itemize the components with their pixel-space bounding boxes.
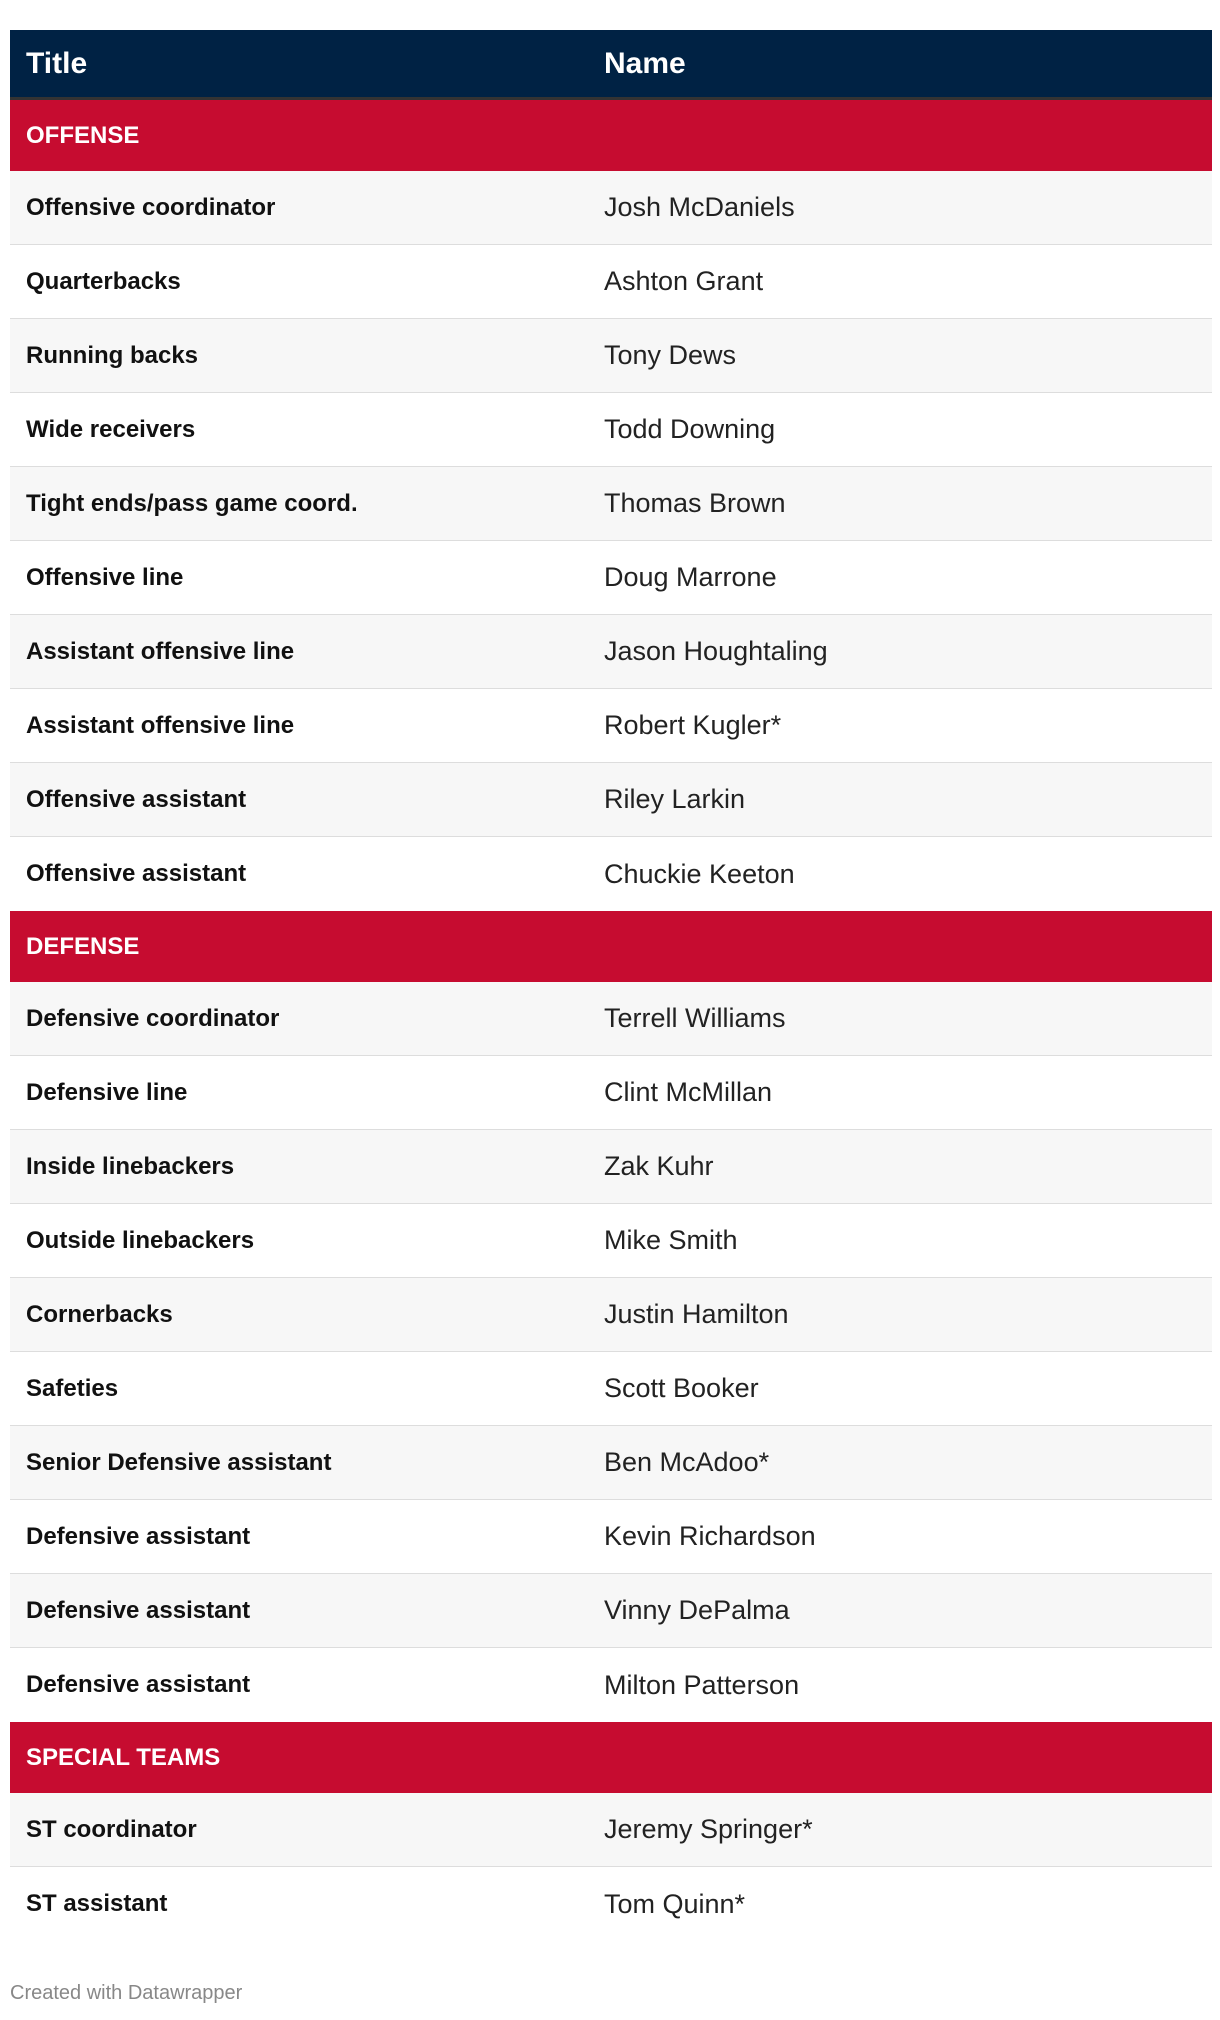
- coaching-staff-table: [10, 30, 1212, 1941]
- cell-name: Milton Patterson: [604, 1669, 800, 1700]
- cell-name: Ben McAdoo*: [604, 1447, 770, 1477]
- cell-name: Clint McMillan: [604, 1077, 773, 1107]
- table-row: [10, 1574, 1212, 1648]
- cell-title: Cornerbacks: [26, 1300, 173, 1328]
- cell-title: Defensive coordinator: [26, 1004, 280, 1032]
- cell-title: Assistant offensive line: [26, 637, 295, 665]
- section-header-offense: [10, 100, 1212, 171]
- cell-title: ST assistant: [26, 1890, 168, 1917]
- cell-name: Ashton Grant: [604, 266, 764, 296]
- cell-name: Terrell Williams: [604, 1003, 786, 1033]
- table-row: [10, 467, 1212, 541]
- table-row: [10, 1426, 1212, 1500]
- table-row: [10, 1130, 1212, 1204]
- table-row: [10, 982, 1212, 1056]
- table-body: [10, 100, 1212, 1941]
- cell-title: Defensive line: [26, 1078, 188, 1106]
- table-row: [10, 1352, 1212, 1426]
- cell-title: Inside linebackers: [26, 1152, 235, 1180]
- cell-name: Jeremy Springer*: [604, 1814, 813, 1844]
- cell-title: Running backs: [26, 341, 199, 369]
- table-row: [10, 837, 1212, 911]
- section-label: OFFENSE: [26, 121, 140, 149]
- table-row: [10, 1278, 1212, 1352]
- section-label: DEFENSE: [26, 932, 140, 960]
- cell-name: Justin Hamilton: [604, 1299, 789, 1329]
- cell-name: Doug Marrone: [604, 562, 777, 592]
- section-header-defense: [10, 911, 1212, 982]
- table-row: [10, 1867, 1212, 1941]
- table-row: [10, 1793, 1212, 1867]
- table-row: [10, 1500, 1212, 1574]
- cell-title: Senior Defensive assistant: [26, 1448, 332, 1476]
- table-row: [10, 689, 1212, 763]
- cell-title: Defensive assistant: [26, 1671, 251, 1698]
- table-row: [10, 171, 1212, 245]
- cell-name: Vinny DePalma: [604, 1595, 790, 1625]
- cell-title: Defensive assistant: [26, 1522, 251, 1550]
- column-header-title[interactable]: Title: [26, 46, 88, 80]
- table-header-row: [10, 30, 1212, 100]
- cell-title: ST coordinator: [26, 1815, 197, 1843]
- section-header-special-teams: [10, 1722, 1212, 1793]
- cell-name: Riley Larkin: [604, 784, 746, 814]
- cell-name: Scott Booker: [604, 1373, 759, 1403]
- cell-name: Tony Dews: [604, 340, 737, 370]
- cell-title: Quarterbacks: [26, 267, 181, 295]
- table-row: [10, 1648, 1212, 1722]
- table-row: [10, 245, 1212, 319]
- cell-title: Tight ends/pass game coord.: [26, 489, 358, 517]
- cell-title: Wide receivers: [26, 415, 196, 443]
- cell-name: Kevin Richardson: [604, 1521, 816, 1551]
- cell-name: Tom Quinn*: [604, 1888, 746, 1919]
- table-row: [10, 1056, 1212, 1130]
- datawrapper-credit: Created with Datawrapper: [10, 1982, 243, 2004]
- table-row: [10, 1204, 1212, 1278]
- table-row: [10, 615, 1212, 689]
- cell-name: Josh McDaniels: [604, 192, 795, 222]
- column-header-name[interactable]: Name: [604, 46, 686, 80]
- cell-title: Offensive assistant: [26, 860, 247, 887]
- table-row: [10, 763, 1212, 837]
- cell-name: Chuckie Keeton: [604, 858, 795, 889]
- cell-name: Jason Houghtaling: [604, 636, 828, 666]
- cell-name: Todd Downing: [604, 414, 776, 444]
- cell-title: Assistant offensive line: [26, 711, 295, 739]
- table-row: [10, 541, 1212, 615]
- cell-name: Thomas Brown: [604, 488, 786, 518]
- cell-title: Offensive coordinator: [26, 193, 276, 221]
- cell-name: Zak Kuhr: [604, 1151, 714, 1181]
- cell-title: Offensive line: [26, 563, 184, 591]
- cell-title: Outside linebackers: [26, 1226, 255, 1254]
- table-row: [10, 319, 1212, 393]
- cell-name: Mike Smith: [604, 1225, 738, 1255]
- cell-title: Offensive assistant: [26, 785, 247, 813]
- cell-title: Defensive assistant: [26, 1596, 251, 1624]
- table-row: [10, 393, 1212, 467]
- section-label: SPECIAL TEAMS: [26, 1743, 221, 1771]
- cell-name: Robert Kugler*: [604, 710, 782, 740]
- cell-title: Safeties: [26, 1374, 119, 1402]
